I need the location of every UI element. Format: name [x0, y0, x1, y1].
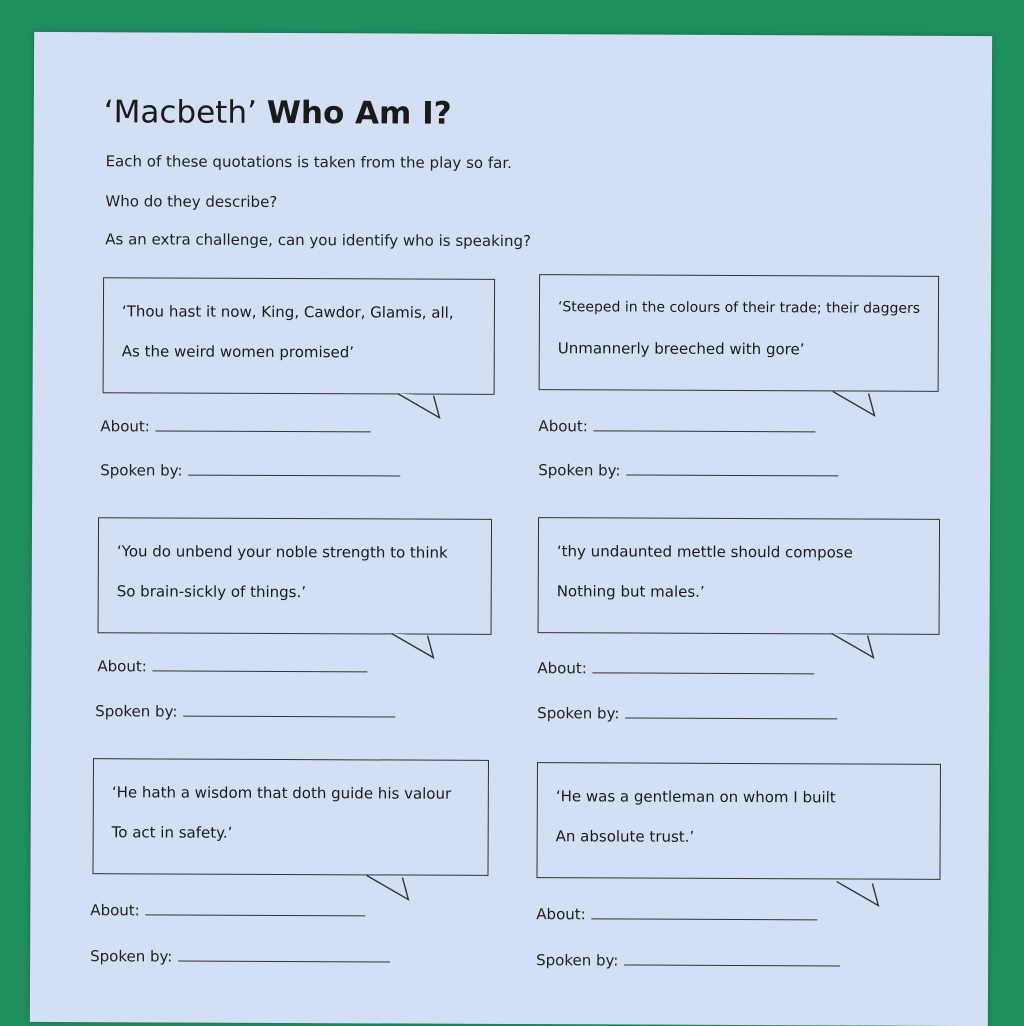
about-field-1[interactable]	[100, 416, 370, 436]
about-label-3: About:	[97, 657, 147, 676]
spoken-by-blank-6[interactable]	[624, 950, 840, 966]
spoken-by-blank-4[interactable]	[625, 704, 837, 720]
about-field-4[interactable]	[537, 658, 814, 678]
about-field-5[interactable]	[90, 900, 365, 920]
bubble-tail-4	[831, 631, 901, 659]
page-title	[104, 94, 452, 132]
spoken-by-field-2[interactable]	[538, 460, 838, 480]
quote-4-line-1: ‘thy undaunted mettle should compose	[556, 542, 853, 562]
about-field-6[interactable]	[536, 904, 817, 924]
bubble-tail-5	[366, 873, 436, 901]
about-label-6: About:	[536, 905, 586, 924]
spoken-by-label-6: Spoken by:	[536, 951, 619, 970]
spoken-by-field-4[interactable]	[537, 703, 837, 723]
quote-bubble-6	[536, 762, 941, 880]
quote-5-line-2: To act in safety.’	[111, 823, 233, 842]
title-play-name: ‘Macbeth’	[103, 94, 257, 131]
quote-4-line-2: Nothing but males.’	[556, 582, 705, 601]
title-heading: Who Am I?	[266, 94, 452, 132]
spoken-by-field-3[interactable]	[95, 701, 395, 721]
about-blank-4[interactable]	[593, 658, 815, 674]
quote-bubble-4	[538, 517, 941, 635]
spoken-by-blank-5[interactable]	[178, 947, 390, 963]
quote-1-line-1: ‘Thou hast it now, King, Cawdor, Glamis, all,	[121, 302, 454, 322]
quote-bubble-3	[98, 517, 493, 635]
about-field-2[interactable]	[538, 416, 815, 436]
quote-6-line-1: ‘He was a gentleman on whom I built	[555, 787, 836, 807]
quote-bubble-5	[92, 758, 489, 876]
quote-bubble-1	[103, 277, 496, 395]
quote-3-line-1: ‘You do unbend your noble strength to think	[116, 542, 448, 562]
about-blank-2[interactable]	[594, 416, 816, 432]
bubble-tail-1	[397, 392, 467, 420]
spoken-by-blank-1[interactable]	[188, 461, 400, 477]
quote-6-line-2: An absolute trust.’	[555, 827, 695, 846]
spoken-by-label-2: Spoken by:	[538, 461, 621, 480]
about-label-5: About:	[90, 901, 140, 920]
spoken-by-blank-2[interactable]	[626, 461, 838, 477]
about-blank-3[interactable]	[153, 656, 368, 672]
spoken-by-label-5: Spoken by:	[90, 947, 173, 966]
bubble-tail-3	[391, 631, 461, 659]
spoken-by-field-1[interactable]	[100, 460, 400, 480]
intro-line-3: As an extra challenge, can you identify who is speaking?	[105, 230, 532, 251]
spoken-by-blank-3[interactable]	[183, 702, 395, 718]
spoken-by-label-1: Spoken by:	[100, 461, 183, 480]
quote-2-line-2: Unmannerly breeched with gore’	[557, 339, 805, 359]
about-label-2: About:	[538, 417, 588, 436]
worksheet-page	[30, 32, 992, 1026]
bubble-tail-2	[832, 389, 902, 417]
about-label-1: About:	[100, 417, 150, 436]
quote-3-line-2: So brain-sickly of things.’	[116, 582, 307, 602]
quote-2-line-1: ‘Steeped in the colours of their trade; their daggers	[557, 299, 921, 317]
quote-1-line-2: As the weird women promised’	[121, 342, 355, 362]
about-label-4: About:	[537, 659, 587, 678]
about-blank-6[interactable]	[592, 904, 818, 920]
spoken-by-label-3: Spoken by:	[95, 702, 178, 721]
intro-line-1: Each of these quotations is taken from the play so far.	[105, 152, 512, 173]
about-blank-1[interactable]	[156, 416, 371, 432]
quote-bubble-2	[539, 274, 940, 392]
about-field-3[interactable]	[97, 656, 367, 676]
quote-5-line-1: ‘He hath a wisdom that doth guide his valour	[111, 783, 452, 803]
about-blank-5[interactable]	[146, 900, 366, 916]
bubble-tail-6	[836, 879, 906, 907]
spoken-by-field-6[interactable]	[536, 950, 840, 970]
spoken-by-field-5[interactable]	[90, 946, 390, 966]
spoken-by-label-4: Spoken by:	[537, 704, 620, 723]
intro-line-2: Who do they describe?	[105, 192, 278, 211]
